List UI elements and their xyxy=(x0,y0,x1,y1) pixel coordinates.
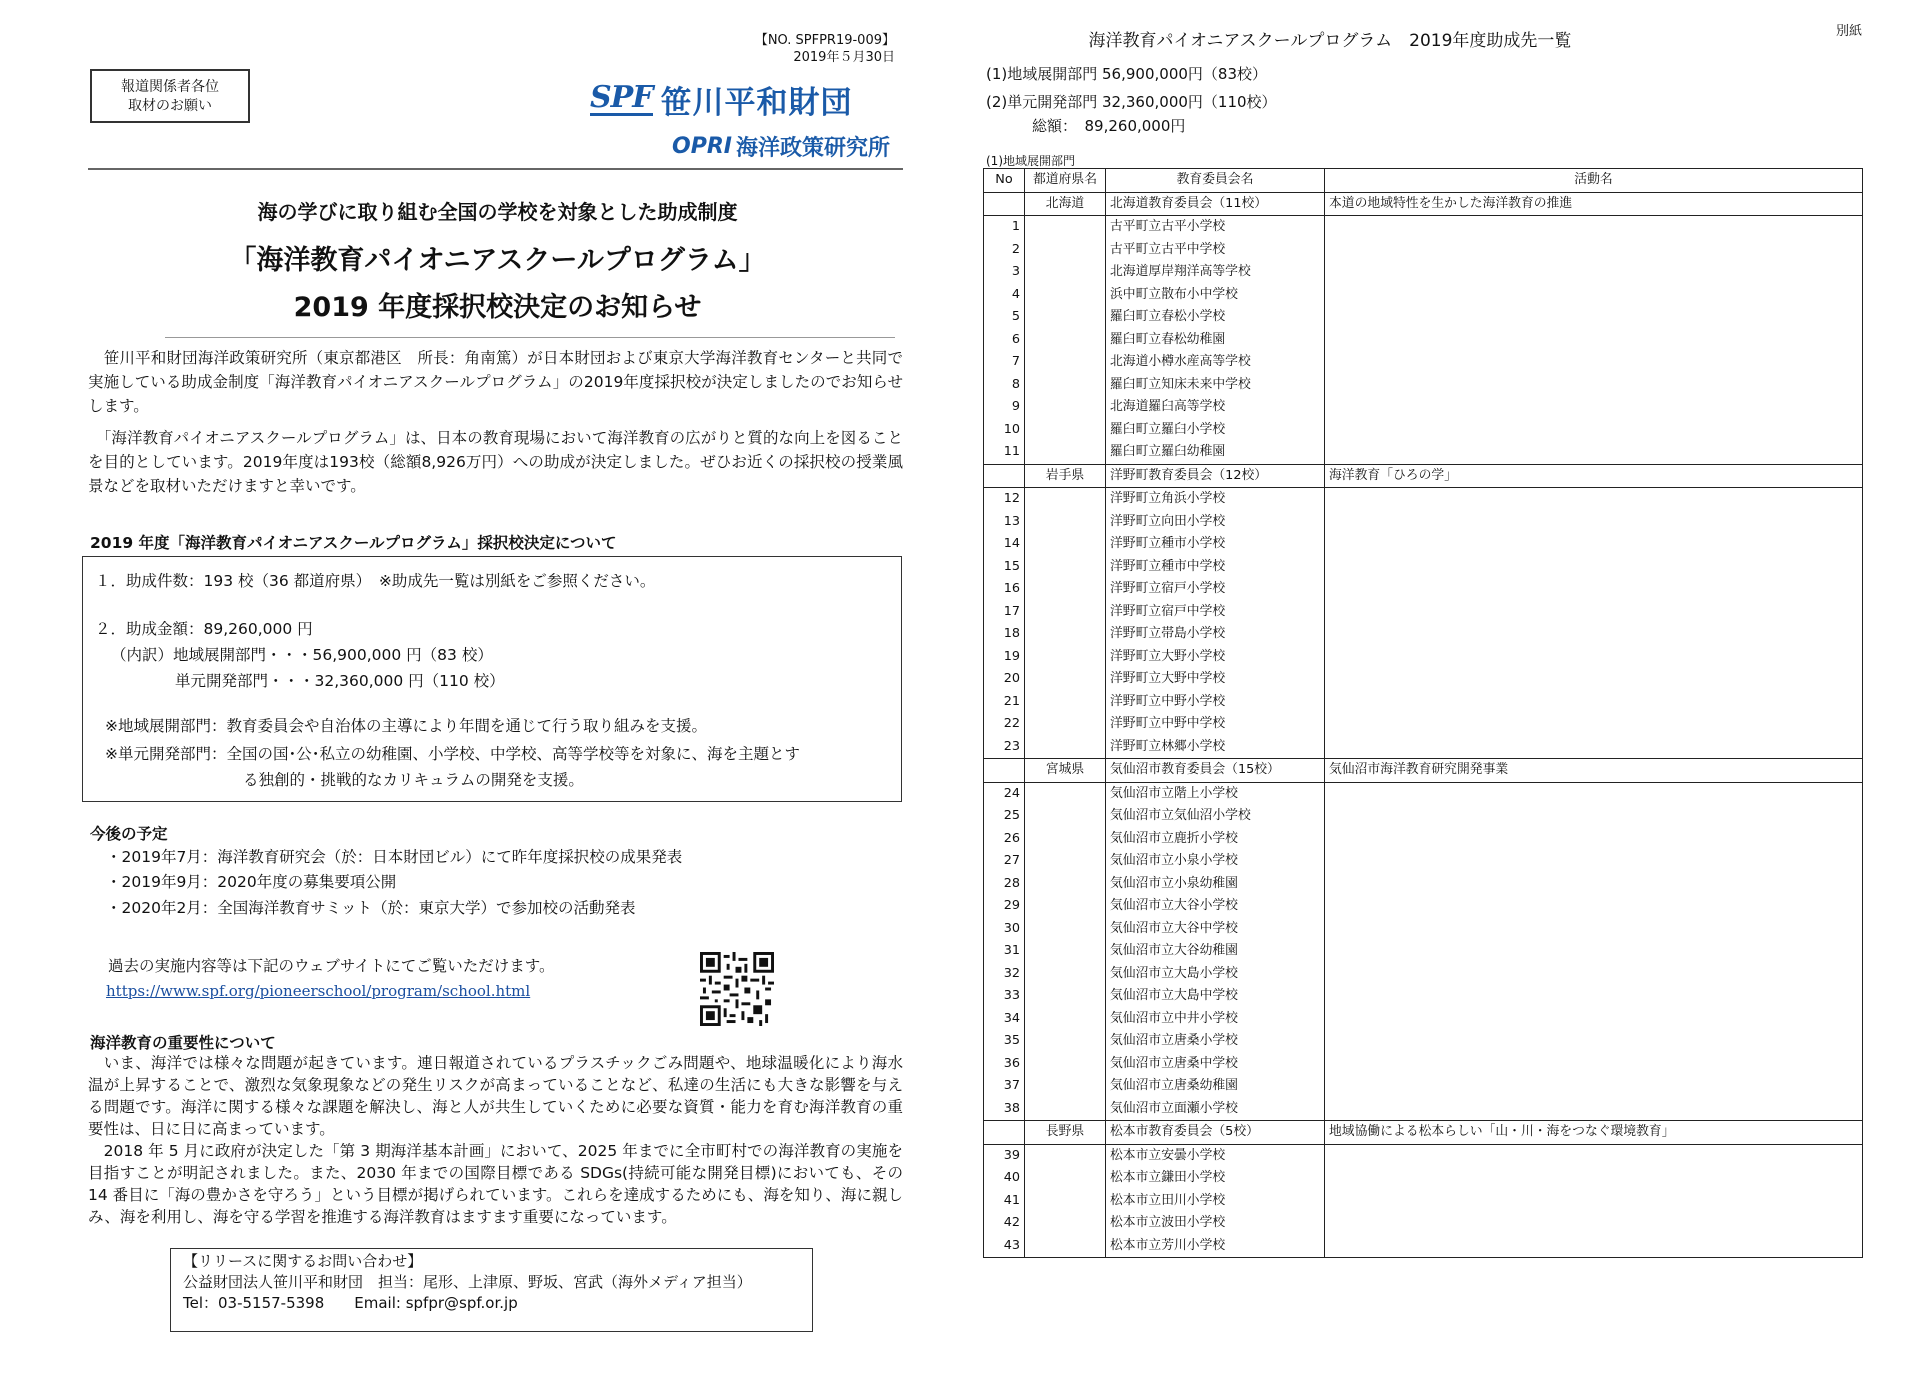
spf-logo-name: 笹川平和財団 xyxy=(660,84,853,121)
activity-cell xyxy=(1325,578,1863,601)
table-row xyxy=(984,805,1863,828)
school-cell: 気仙沼市立唐桑幼稚園 xyxy=(1106,1075,1325,1098)
table-row xyxy=(984,940,1863,963)
row-number: 33 xyxy=(984,985,1025,1008)
row-number: 35 xyxy=(984,1030,1025,1053)
school-cell: 洋野町立向田小学校 xyxy=(1106,511,1325,534)
row-number: 25 xyxy=(984,805,1025,828)
row-number: 13 xyxy=(984,511,1025,534)
school-cell: 羅臼町立春松幼稚園 xyxy=(1106,329,1325,352)
table-row xyxy=(984,873,1863,896)
row-number xyxy=(984,1121,1025,1145)
importance-heading: 海洋教育の重要性について xyxy=(90,1034,276,1052)
school-cell: 洋野町立宿戸小学校 xyxy=(1106,578,1325,601)
table-row xyxy=(984,850,1863,873)
activity-cell xyxy=(1325,1167,1863,1190)
website-link[interactable]: https://www.spf.org/pioneerschool/program/school.html xyxy=(106,982,531,1000)
prefecture-cell xyxy=(1025,782,1106,805)
activity-cell xyxy=(1325,1030,1863,1053)
prefecture-cell xyxy=(1025,1075,1106,1098)
school-cell: 浜中町立散布小中学校 xyxy=(1106,284,1325,307)
grant-count: １．助成件数：193 校（36 都道府県） ※助成先一覧は別紙をご参照ください。 xyxy=(95,572,656,590)
col-header-no: No xyxy=(984,169,1025,193)
attachment-title: 海洋教育パイオニアスクールプログラム 2019年度助成先一覧 xyxy=(1088,31,1572,51)
school-cell: 気仙沼市立中井小学校 xyxy=(1106,1008,1325,1031)
document-number-block xyxy=(700,32,895,66)
schedule-item: ・2020年2月：全国海洋教育サミット（於：東京大学）で参加校の活動発表 xyxy=(106,899,636,917)
school-cell: 洋野町立角浜小学校 xyxy=(1106,488,1325,511)
importance-paragraph-1: いま、海洋では様々な問題が起きています。連日報道されているプラスチックごみ問題や、地球温暖化により海水温が上昇することで、激烈な気象現象などの発生リスクが高まっていることなど、私達の生活にも大きな影響を与える問題です。海洋に関する様々な課題を解決し、海と人が共生していくために必要な資質・能力を育む海洋教育の重要性は、日に日に高まっています。 xyxy=(88,1054,903,1138)
row-number: 43 xyxy=(984,1235,1025,1258)
school-cell: 松本市立波田小学校 xyxy=(1106,1212,1325,1235)
prefecture-cell xyxy=(1025,1190,1106,1213)
col-header-committee: 教育委員会名 xyxy=(1106,169,1325,193)
grant-breakdown-unit: 単元開発部門・・・32,360,000 円（110 校） xyxy=(175,672,505,690)
prefecture-cell xyxy=(1025,691,1106,714)
prefecture-cell xyxy=(1025,1053,1106,1076)
table-row xyxy=(984,918,1863,941)
prefecture-cell xyxy=(1025,1030,1106,1053)
row-number: 23 xyxy=(984,736,1025,759)
school-cell: 気仙沼市立唐桑中学校 xyxy=(1106,1053,1325,1076)
school-cell: 洋野町立大野小学校 xyxy=(1106,646,1325,669)
school-cell: 北海道小樽水産高等学校 xyxy=(1106,351,1325,374)
col-header-activity: 活動名 xyxy=(1325,169,1863,193)
prefecture-cell: 宮城県 xyxy=(1025,759,1106,783)
table-row xyxy=(984,396,1863,419)
contact-phone-email: Tel：03-5157-5398 Email: spfpr@spf.or.jp xyxy=(183,1294,518,1312)
table-row xyxy=(984,441,1863,464)
header-divider xyxy=(88,168,903,170)
school-cell: 気仙沼市立大谷幼稚園 xyxy=(1106,940,1325,963)
schedule-item: ・2019年9月：2020年度の募集要項公開 xyxy=(106,873,397,891)
activity-cell xyxy=(1325,1098,1863,1121)
row-number: 2 xyxy=(984,239,1025,262)
prefecture-cell xyxy=(1025,396,1106,419)
summary-total: 総額： 89,260,000円 xyxy=(1032,117,1186,135)
row-number: 18 xyxy=(984,623,1025,646)
prefecture-cell xyxy=(1025,1235,1106,1258)
school-cell: 気仙沼市立階上小学校 xyxy=(1106,782,1325,805)
schedule-item: ・2019年7月：海洋教育研究会（於：日本財団ビル）にて昨年度採択校の成果発表 xyxy=(106,848,683,866)
row-number: 8 xyxy=(984,374,1025,397)
prefecture-cell xyxy=(1025,805,1106,828)
table-row xyxy=(984,1190,1863,1213)
table-row xyxy=(984,1212,1863,1235)
school-cell: 羅臼町立知床未来中学校 xyxy=(1106,374,1325,397)
grant-amount: ２．助成金額：89,260,000 円 xyxy=(95,620,313,638)
activity-cell xyxy=(1325,261,1863,284)
school-cell: 松本市立田川小学校 xyxy=(1106,1190,1325,1213)
row-number: 15 xyxy=(984,556,1025,579)
row-number: 34 xyxy=(984,1008,1025,1031)
opri-logo xyxy=(672,131,890,162)
prefecture-cell xyxy=(1025,828,1106,851)
release-date: 2019年５月30日 xyxy=(793,50,895,65)
table-row xyxy=(984,895,1863,918)
row-number: 7 xyxy=(984,351,1025,374)
title-divider xyxy=(165,337,895,338)
table-row xyxy=(984,736,1863,759)
row-number: 32 xyxy=(984,963,1025,986)
prefecture-cell xyxy=(1025,895,1106,918)
table-row xyxy=(984,1098,1863,1121)
group-row xyxy=(984,464,1863,488)
activity-cell xyxy=(1325,216,1863,239)
intro-paragraph-1: 笹川平和財団海洋政策研究所（東京都港区 所長：角南篤）が日本財団および東京大学海洋教育センターと共同で実施している助成金制度「海洋教育パイオニアスクールプログラム」の2019年度採択校が決定しましたのでお知らせします。 xyxy=(88,349,903,415)
row-number: 9 xyxy=(984,396,1025,419)
past-info-text: 過去の実施内容等は下記のウェブサイトにてご覧いただけます。 xyxy=(108,957,555,975)
prefecture-cell: 北海道 xyxy=(1025,192,1106,216)
activity-cell xyxy=(1325,1008,1863,1031)
prefecture-cell xyxy=(1025,419,1106,442)
summary-unit: (2)単元開発部門 32,360,000円（110校） xyxy=(986,93,1277,111)
school-cell: 気仙沼市立面瀬小学校 xyxy=(1106,1098,1325,1121)
prefecture-cell xyxy=(1025,646,1106,669)
school-cell: 気仙沼市立小泉幼稚園 xyxy=(1106,873,1325,896)
group-row xyxy=(984,192,1863,216)
activity-cell: 気仙沼市海洋教育研究開発事業 xyxy=(1325,759,1863,783)
activity-cell xyxy=(1325,691,1863,714)
contact-heading: 【リリースに関するお問い合わせ】 xyxy=(183,1252,423,1270)
note-regional: ※地域展開部門：教育委員会や自治体の主導により年間を通じて行う取り組みを支援。 xyxy=(105,717,707,735)
table-row xyxy=(984,351,1863,374)
table-row xyxy=(984,1030,1863,1053)
table-row xyxy=(984,601,1863,624)
row-number: 12 xyxy=(984,488,1025,511)
table-row xyxy=(984,556,1863,579)
press-line: 取材のお願い xyxy=(128,98,212,114)
table-row xyxy=(984,1053,1863,1076)
school-cell: 気仙沼市立大島中学校 xyxy=(1106,985,1325,1008)
prefecture-cell xyxy=(1025,940,1106,963)
school-cell: 洋野町立林郷小学校 xyxy=(1106,736,1325,759)
table-row xyxy=(984,511,1863,534)
activity-cell xyxy=(1325,306,1863,329)
activity-cell xyxy=(1325,396,1863,419)
activity-cell xyxy=(1325,873,1863,896)
table-row xyxy=(984,1144,1863,1167)
page-title: 「海洋教育パイオニアスクールプログラム」 xyxy=(229,245,766,276)
prefecture-cell xyxy=(1025,1144,1106,1167)
committee-cell: 松本市教育委員会（5校） xyxy=(1106,1121,1325,1145)
prefecture-cell xyxy=(1025,329,1106,352)
attachment-label: 別紙 xyxy=(1836,24,1863,39)
table-row xyxy=(984,488,1863,511)
activity-cell xyxy=(1325,351,1863,374)
opri-logo-name: 海洋政策研究所 xyxy=(735,136,890,161)
committee-cell: 北海道教育委員会（11校） xyxy=(1106,192,1325,216)
school-cell: 気仙沼市立大谷中学校 xyxy=(1106,918,1325,941)
table-row xyxy=(984,1075,1863,1098)
row-number: 37 xyxy=(984,1075,1025,1098)
group-row xyxy=(984,759,1863,783)
school-cell: 羅臼町立羅臼幼稚園 xyxy=(1106,441,1325,464)
table-row xyxy=(984,691,1863,714)
prefecture-cell xyxy=(1025,1167,1106,1190)
row-number: 27 xyxy=(984,850,1025,873)
row-number: 19 xyxy=(984,646,1025,669)
school-cell: 気仙沼市立気仙沼小学校 xyxy=(1106,805,1325,828)
school-cell: 洋野町立帯島小学校 xyxy=(1106,623,1325,646)
activity-cell xyxy=(1325,1053,1863,1076)
activity-cell xyxy=(1325,511,1863,534)
summary-regional: (1)地域展開部門 56,900,000円（83校） xyxy=(986,65,1267,83)
activity-cell xyxy=(1325,713,1863,736)
prefecture-cell: 長野県 xyxy=(1025,1121,1106,1145)
activity-cell xyxy=(1325,329,1863,352)
activity-cell xyxy=(1325,895,1863,918)
opri-logo-mark: OPRI xyxy=(672,134,732,159)
group-row xyxy=(984,1121,1863,1145)
row-number xyxy=(984,759,1025,783)
table-row xyxy=(984,239,1863,262)
prefecture-cell xyxy=(1025,239,1106,262)
activity-cell xyxy=(1325,918,1863,941)
school-cell: 洋野町立大野中学校 xyxy=(1106,668,1325,691)
activity-cell xyxy=(1325,828,1863,851)
row-number: 17 xyxy=(984,601,1025,624)
row-number: 16 xyxy=(984,578,1025,601)
activity-cell xyxy=(1325,1144,1863,1167)
activity-cell xyxy=(1325,556,1863,579)
prefecture-cell xyxy=(1025,556,1106,579)
prefecture-cell xyxy=(1025,284,1106,307)
prefecture-cell xyxy=(1025,668,1106,691)
row-number: 1 xyxy=(984,216,1025,239)
prefecture-cell xyxy=(1025,1098,1106,1121)
prefecture-cell xyxy=(1025,713,1106,736)
prefecture-cell xyxy=(1025,850,1106,873)
table-row xyxy=(984,713,1863,736)
table-row xyxy=(984,261,1863,284)
prefecture-cell xyxy=(1025,533,1106,556)
row-number: 39 xyxy=(984,1144,1025,1167)
row-number: 20 xyxy=(984,668,1025,691)
activity-cell xyxy=(1325,374,1863,397)
row-number: 5 xyxy=(984,306,1025,329)
row-number: 11 xyxy=(984,441,1025,464)
row-number: 42 xyxy=(984,1212,1025,1235)
table-caption: (1)地域展開部門 xyxy=(986,154,1075,168)
press-line: 報道関係者各位 xyxy=(121,79,219,95)
prefecture-cell xyxy=(1025,351,1106,374)
row-number xyxy=(984,192,1025,216)
activity-cell xyxy=(1325,623,1863,646)
row-number: 29 xyxy=(984,895,1025,918)
row-number: 4 xyxy=(984,284,1025,307)
row-number: 3 xyxy=(984,261,1025,284)
qr-code-icon xyxy=(700,952,774,1026)
school-cell: 松本市立安曇小学校 xyxy=(1106,1144,1325,1167)
row-number: 26 xyxy=(984,828,1025,851)
committee-cell: 洋野町教育委員会（12校） xyxy=(1106,464,1325,488)
school-cell: 気仙沼市立鹿折小学校 xyxy=(1106,828,1325,851)
activity-cell xyxy=(1325,963,1863,986)
activity-cell xyxy=(1325,1235,1863,1258)
prefecture-cell xyxy=(1025,216,1106,239)
activity-cell xyxy=(1325,668,1863,691)
prefecture-cell xyxy=(1025,985,1106,1008)
row-number: 38 xyxy=(984,1098,1025,1121)
table-row xyxy=(984,782,1863,805)
school-cell: 気仙沼市立唐桑小学校 xyxy=(1106,1030,1325,1053)
prefecture-cell xyxy=(1025,601,1106,624)
page-title-line2: 2019 年度採択校決定のお知らせ xyxy=(293,292,702,323)
prefecture-cell xyxy=(1025,306,1106,329)
school-cell: 古平町立古平中学校 xyxy=(1106,239,1325,262)
school-cell: 松本市立鎌田小学校 xyxy=(1106,1167,1325,1190)
activity-cell: 海洋教育「ひろの学」 xyxy=(1325,464,1863,488)
prefecture-cell: 岩手県 xyxy=(1025,464,1106,488)
activity-cell xyxy=(1325,646,1863,669)
prefecture-cell xyxy=(1025,918,1106,941)
prefecture-cell xyxy=(1025,511,1106,534)
table-row xyxy=(984,623,1863,646)
school-cell: 松本市立芳川小学校 xyxy=(1106,1235,1325,1258)
table-row xyxy=(984,828,1863,851)
table-row xyxy=(984,374,1863,397)
row-number xyxy=(984,464,1025,488)
row-number: 28 xyxy=(984,873,1025,896)
activity-cell xyxy=(1325,1212,1863,1235)
document-number: 【NO. SPFPR19-009】 xyxy=(754,33,895,48)
prefecture-cell xyxy=(1025,578,1106,601)
table-row xyxy=(984,578,1863,601)
activity-cell xyxy=(1325,736,1863,759)
table-row xyxy=(984,216,1863,239)
row-number: 40 xyxy=(984,1167,1025,1190)
table-row xyxy=(984,306,1863,329)
prefecture-cell xyxy=(1025,488,1106,511)
activity-cell: 本道の地域特性を生かした海洋教育の推進 xyxy=(1325,192,1863,216)
prefecture-cell xyxy=(1025,374,1106,397)
importance-paragraph-2: 2018 年 5 月に政府が決定した「第 3 期海洋基本計画」において、2025 年までに全市町村での海洋教育の実施を目指すことが明記されました。また、2030 年までの国際目標である SDGs(持続可能な開発目標)においても、その 14 番目に「海の豊かさを守ろう」という目標が掲げられています。これらを達成するためにも、海を知り、海に親しみ、海を利用し、海を守る学習を推進する海洋教育はますます重要になっています。 xyxy=(88,1142,903,1226)
press-notice-box xyxy=(90,69,250,123)
decision-box xyxy=(82,556,902,802)
row-number: 21 xyxy=(984,691,1025,714)
table-row xyxy=(984,1235,1863,1258)
table-row xyxy=(984,329,1863,352)
prefecture-cell xyxy=(1025,963,1106,986)
school-cell: 洋野町立種市小学校 xyxy=(1106,533,1325,556)
activity-cell xyxy=(1325,533,1863,556)
committee-cell: 気仙沼市教育委員会（15校） xyxy=(1106,759,1325,783)
table-row xyxy=(984,985,1863,1008)
grant-table xyxy=(983,168,1863,1258)
row-number: 6 xyxy=(984,329,1025,352)
note-unit-cont: る独創的・挑戦的なカリキュラムの開発を支援。 xyxy=(243,771,584,789)
row-number: 31 xyxy=(984,940,1025,963)
school-cell: 洋野町立中野小学校 xyxy=(1106,691,1325,714)
activity-cell xyxy=(1325,985,1863,1008)
activity-cell xyxy=(1325,805,1863,828)
school-cell: 気仙沼市立大島小学校 xyxy=(1106,963,1325,986)
school-cell: 洋野町立中野中学校 xyxy=(1106,713,1325,736)
school-cell: 羅臼町立春松小学校 xyxy=(1106,306,1325,329)
table-row xyxy=(984,963,1863,986)
activity-cell xyxy=(1325,1190,1863,1213)
schedule-heading: 今後の予定 xyxy=(90,825,168,843)
activity-cell xyxy=(1325,284,1863,307)
table-row xyxy=(984,284,1863,307)
row-number: 14 xyxy=(984,533,1025,556)
row-number: 36 xyxy=(984,1053,1025,1076)
table-row xyxy=(984,1167,1863,1190)
school-cell: 古平町立古平小学校 xyxy=(1106,216,1325,239)
prefecture-cell xyxy=(1025,441,1106,464)
activity-cell: 地域協働による松本らしい「山・川・海をつなぐ環境教育」 xyxy=(1325,1121,1863,1145)
col-header-prefecture: 都道府県名 xyxy=(1025,169,1106,193)
activity-cell xyxy=(1325,850,1863,873)
intro-paragraph-2: 「海洋教育パイオニアスクールプログラム」は、日本の教育現場において海洋教育の広がりと質的な向上を図ることを目的としています。2019年度は193校（総額8,926万円）への助成が決定しました。ぜひお近くの採択校の授業風景などを取材いただけますと幸いです。 xyxy=(88,429,903,495)
prefecture-cell xyxy=(1025,873,1106,896)
school-cell: 洋野町立宿戸中学校 xyxy=(1106,601,1325,624)
table-row xyxy=(984,533,1863,556)
prefecture-cell xyxy=(1025,736,1106,759)
grant-breakdown-regional: （内訳）地域展開部門・・・56,900,000 円（83 校） xyxy=(111,646,493,664)
contact-organization: 公益財団法人笹川平和財団 担当：尾形、上津原、野坂、宮武（海外メディア担当） xyxy=(183,1273,752,1291)
school-cell: 気仙沼市立大谷小学校 xyxy=(1106,895,1325,918)
school-cell: 北海道羅臼高等学校 xyxy=(1106,396,1325,419)
row-number: 10 xyxy=(984,419,1025,442)
prefecture-cell xyxy=(1025,1212,1106,1235)
row-number: 24 xyxy=(984,782,1025,805)
prefecture-cell xyxy=(1025,1008,1106,1031)
prefecture-cell xyxy=(1025,261,1106,284)
activity-cell xyxy=(1325,1075,1863,1098)
school-cell: 北海道厚岸翔洋高等学校 xyxy=(1106,261,1325,284)
table-row xyxy=(984,419,1863,442)
note-unit: ※単元開発部門：全国の国･公･私立の幼稚園、小学校、中学校、高等学校等を対象に、海を主題とす xyxy=(105,745,800,763)
activity-cell xyxy=(1325,940,1863,963)
activity-cell xyxy=(1325,239,1863,262)
row-number: 41 xyxy=(984,1190,1025,1213)
spf-logo-mark: SPF xyxy=(590,79,653,115)
school-cell: 洋野町立種市中学校 xyxy=(1106,556,1325,579)
spf-logo xyxy=(590,79,853,119)
subtitle: 海の学びに取り組む全国の学校を対象とした助成制度 xyxy=(257,200,738,224)
school-cell: 羅臼町立羅臼小学校 xyxy=(1106,419,1325,442)
activity-cell xyxy=(1325,782,1863,805)
contact-box xyxy=(170,1248,813,1332)
row-number: 22 xyxy=(984,713,1025,736)
activity-cell xyxy=(1325,419,1863,442)
school-cell: 気仙沼市立小泉小学校 xyxy=(1106,850,1325,873)
decision-heading: 2019 年度「海洋教育パイオニアスクールプログラム」採択校決定について xyxy=(90,534,617,552)
grant-table-body xyxy=(984,192,1863,1258)
row-number: 30 xyxy=(984,918,1025,941)
activity-cell xyxy=(1325,601,1863,624)
table-row xyxy=(984,1008,1863,1031)
prefecture-cell xyxy=(1025,623,1106,646)
activity-cell xyxy=(1325,488,1863,511)
activity-cell xyxy=(1325,441,1863,464)
table-row xyxy=(984,646,1863,669)
table-row xyxy=(984,668,1863,691)
